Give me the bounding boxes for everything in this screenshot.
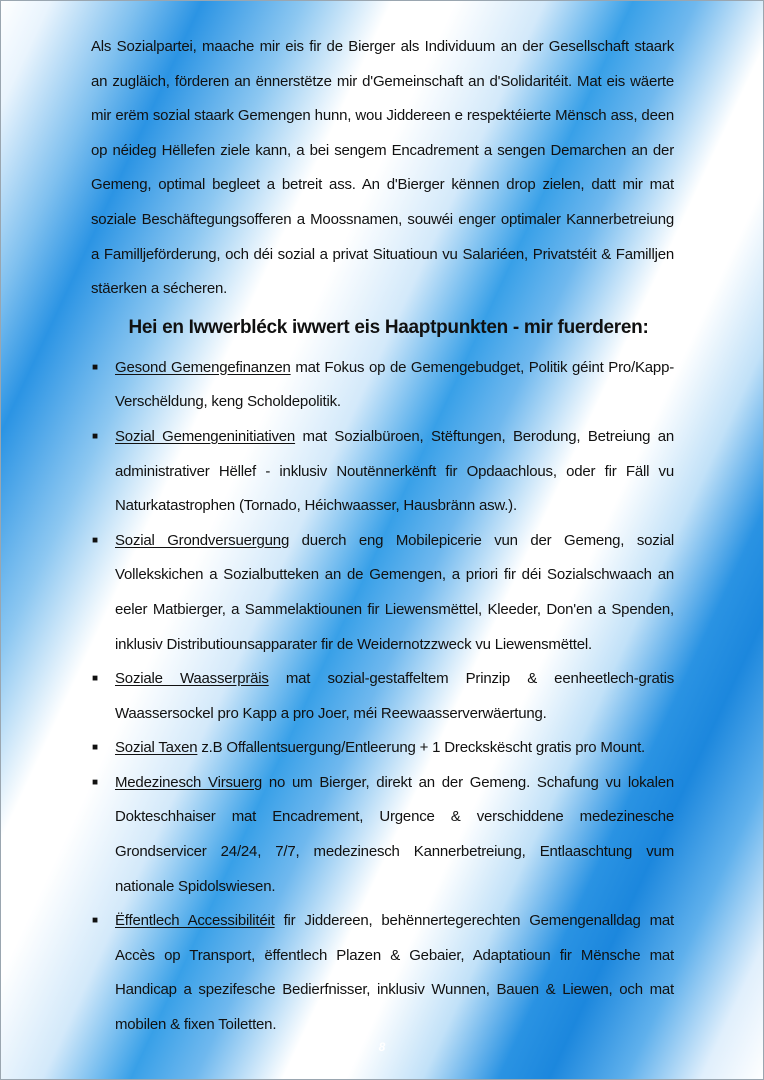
list-item [91, 731, 674, 766]
square-bullet-icon: ■ [92, 673, 98, 685]
list-item [91, 351, 674, 420]
item-term: Medezinesch Virsuerg [115, 773, 263, 791]
list-item [91, 766, 674, 904]
item-term: Sozial Taxen [115, 739, 198, 757]
item-term: Ëffentlech Accessibilitéit [115, 912, 275, 930]
item-term: Sozial Grondversuergung [115, 531, 290, 549]
square-bullet-icon: ■ [92, 776, 98, 788]
item-term: Soziale Waasserpräis [115, 670, 269, 688]
item-text: mat Sozialbüroen, Stëftungen, Berodung, Betreiung an administrativer Hëllef - inklusiv Noutënnerkënft fir Opdaachlous, oder fir Fäll vu Naturkatastrophen (Tornado, Héichwaasser, Hausbränn asw.). [115, 427, 675, 515]
square-bullet-icon: ■ [92, 361, 98, 373]
page-content [91, 30, 674, 1043]
demands-list [91, 351, 674, 1043]
list-item [91, 420, 674, 524]
item-text: fir Jiddereen, behënnertegerechten Gemengenalldag mat Accès op Transport, ëffentlech Plazen & Gebaier, Adaptatioun fir Mënsche mat Handicap a spezifesche Bedierfnisser, inklusiv Wunnen, Bauen & Liewen, och mat mobilen & fixen Toiletten. [115, 912, 674, 1034]
section-heading: Hei en Iwwerbléck iwwert eis Haaptpunkten - mir fuerderen: [128, 316, 649, 338]
item-text: no um Bierger, direkt an der Gemeng. Schafung vu lokalen Dokteschhaiser mat Encadrement, Urgence & verschiddene medezinesche Grondservicer 24/24, 7/7, medezinesch Kannerbetreiung, Entlaaschtung vum nationale Spidolswiesen. [115, 773, 674, 895]
list-item [91, 662, 674, 731]
square-bullet-icon: ■ [92, 430, 98, 442]
list-item [91, 524, 674, 662]
square-bullet-icon: ■ [92, 915, 98, 927]
intro-paragraph: Als Sozialpartei, maache mir eis fir de Bierger als Individuum an der Gesellschaft staark an zugläich, förderen an ënnerstëtze mir d'Gemeinschaft an d'Solidaritéit. Mat eis wäerte mir erëm sozial staark Gemengen hunn, wou Jiddereen e respektéierte Mënsch ass, deen op néideg Hëllefen ziele kann, a bei sengem Encadrement a sengen Demarchen an der Gemeng, optimal begleet a betreit ass. An d'Bierger kënnen drop zielen, datt mir mat soziale Beschäftegungsofferen a Moossnamen, souwéi enger optimaler Kannerbetreiung a Familljeförderung, och déi sozial a privat Situatioun vu Salariéen, Privatstéit & Familljen stäerken a sécheren. [91, 38, 674, 298]
item-term: Gesond Gemengefinanzen [115, 358, 291, 376]
item-text: duerch eng Mobilepicerie vun der Gemeng, sozial Vollekskichen a Sozialbutteken an de Gemengen, a priori fir déi Sozialschwaach an eeler Matbierger, a Sammelaktiounen fir Liewensmëttel, Kleeder, Don'en a Spenden, inklusiv Distributiounsapparater fir de Weidernotzzweck vu Liewensmëttel. [115, 531, 674, 653]
item-text: z.B Offallentsuergung/Entleerung + 1 Dreckskëscht gratis pro Mount. [197, 739, 646, 757]
list-item [91, 904, 674, 1042]
item-text: mat Fokus op de Gemengebudget, Politik géint Pro/Kapp-Verschëldung, keng Scholdepolitik. [115, 358, 675, 411]
square-bullet-icon: ■ [92, 742, 98, 754]
square-bullet-icon: ■ [92, 534, 98, 546]
page-number: 8 [378, 1040, 386, 1054]
item-text: mat sozial-gestaffeltem Prinzip & eenheetlech-gratis Waassersockel pro Kapp a pro Joer, méi Reewaasserverwäertung. [115, 670, 674, 722]
item-term: Sozial Gemengeninitiativen [115, 427, 296, 445]
